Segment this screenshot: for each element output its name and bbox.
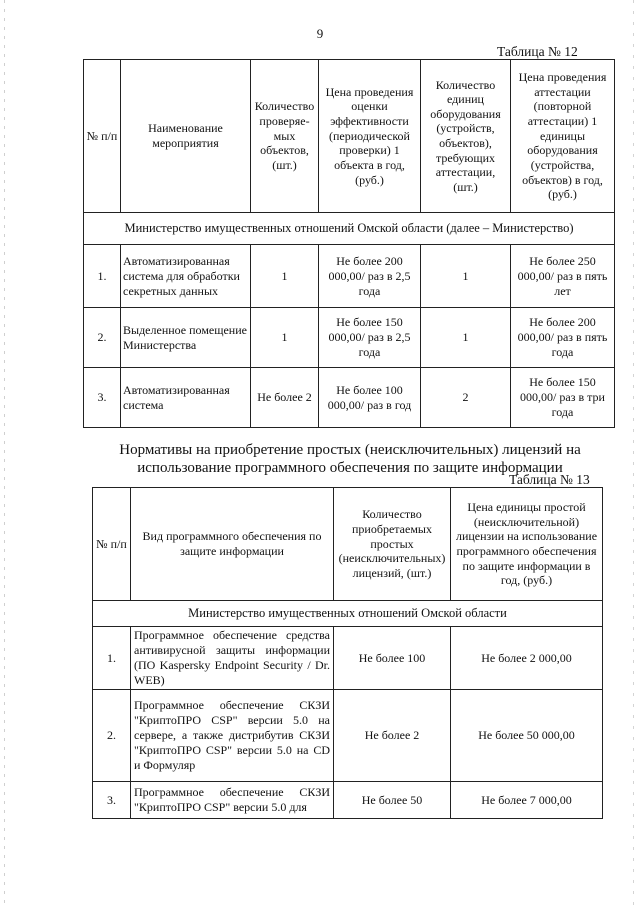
cell-number: 1. (84, 245, 121, 308)
table-12-label: Таблица № 12 (497, 44, 578, 59)
table-12-header-row (84, 60, 615, 213)
cell-attestation-price: Не более 250 000,00/ раз в пять лет (511, 245, 615, 308)
table-row (93, 627, 603, 690)
cell-license-count: Не более 50 (334, 782, 451, 819)
table-row (93, 690, 603, 782)
cell-check-price: Не более 100 000,00/ раз в год (319, 368, 421, 428)
table-13-header-row (93, 488, 603, 601)
cell-license-price: Не более 2 000,00 (451, 627, 603, 690)
cell-check-price: Не более 200 000,00/ раз в 2,5 года (319, 245, 421, 308)
cell-name: Автоматизированная система (121, 368, 251, 428)
table-13-section-row (93, 601, 603, 627)
cell-name: Автоматизированная система для обработки секретных данных (121, 245, 251, 308)
table-13-label: Таблица № 13 (509, 472, 590, 487)
scan-edge-left (4, 0, 5, 905)
table-row (84, 308, 615, 368)
cell-number: 3. (93, 782, 131, 819)
table-row (84, 368, 615, 428)
cell-equipment-count: 1 (421, 245, 511, 308)
cell-number: 2. (84, 308, 121, 368)
table-12 (83, 59, 615, 428)
t13-section-title: Министерство имущественных отношений Омской области (93, 601, 603, 627)
cell-name: Выделенное помещение Министерства (121, 308, 251, 368)
cell-attestation-price: Не более 150 000,00/ раз в три года (511, 368, 615, 428)
cell-check-price: Не более 150 000,00/ раз в 2,5 года (319, 308, 421, 368)
t13-header-number: № п/п (93, 488, 131, 601)
cell-number: 2. (93, 690, 131, 782)
t13-header-license-price: Цена единицы простой (неисключительной) лицензии на использование программного обеспечения по защите информации в год, (руб.) (451, 488, 603, 601)
cell-equipment-count: 2 (421, 368, 511, 428)
table-row (93, 782, 603, 819)
scan-edge-right (633, 0, 634, 905)
cell-object-count: Не более 2 (251, 368, 319, 428)
cell-license-price: Не более 50 000,00 (451, 690, 603, 782)
section-heading: Нормативы на приобретение простых (неисключительных) лицензий на использование программного обеспечения по защите информации (119, 442, 581, 476)
t12-header-object-count: Количество проверяе-мых объектов, (шт.) (251, 60, 319, 213)
table-12-section-row (84, 213, 615, 245)
cell-software: Программное обеспечение СКЗИ "КриптоПРО CSP" версии 5.0 на сервере, а также дистрибутив СКЗИ "КриптоПРО CSP" версии 5.0 на CD и Формуляр (131, 690, 334, 782)
t13-header-software: Вид программного обеспечения по защите информации (131, 488, 334, 601)
cell-equipment-count: 1 (421, 308, 511, 368)
cell-software: Программное обеспечение средства антивирусной защиты информации (ПО Kaspersky Endpoint Security / Dr. WEB) (131, 627, 334, 690)
t12-header-attestation-price: Цена проведения аттестации (повторной аттестации) 1 единицы оборудования (устройства, объектов) в год, (руб.) (511, 60, 615, 213)
t12-header-equipment-count: Количество единиц оборудования (устройств, объектов), требующих аттестации, (шт.) (421, 60, 511, 213)
cell-number: 3. (84, 368, 121, 428)
table-row (84, 245, 615, 308)
page-number: 9 (316, 26, 324, 41)
cell-license-count: Не более 2 (334, 690, 451, 782)
cell-software: Программное обеспечение СКЗИ "КриптоПРО CSP" версии 5.0 для (131, 782, 334, 819)
cell-license-price: Не более 7 000,00 (451, 782, 603, 819)
t13-header-license-count: Количество приобретаемых простых (неисключительных) лицензий, (шт.) (334, 488, 451, 601)
cell-object-count: 1 (251, 245, 319, 308)
cell-license-count: Не более 100 (334, 627, 451, 690)
t12-header-number: № п/п (84, 60, 121, 213)
t12-header-check-price: Цена проведения оценки эффективности (периодической проверки) 1 объекта в год, (руб.) (319, 60, 421, 213)
cell-attestation-price: Не более 200 000,00/ раз в пять года (511, 308, 615, 368)
table-13 (92, 487, 603, 819)
t12-section-title: Министерство имущественных отношений Омской области (далее – Министерство) (84, 213, 615, 245)
cell-number: 1. (93, 627, 131, 690)
cell-object-count: 1 (251, 308, 319, 368)
t12-header-name: Наименование мероприятия (121, 60, 251, 213)
